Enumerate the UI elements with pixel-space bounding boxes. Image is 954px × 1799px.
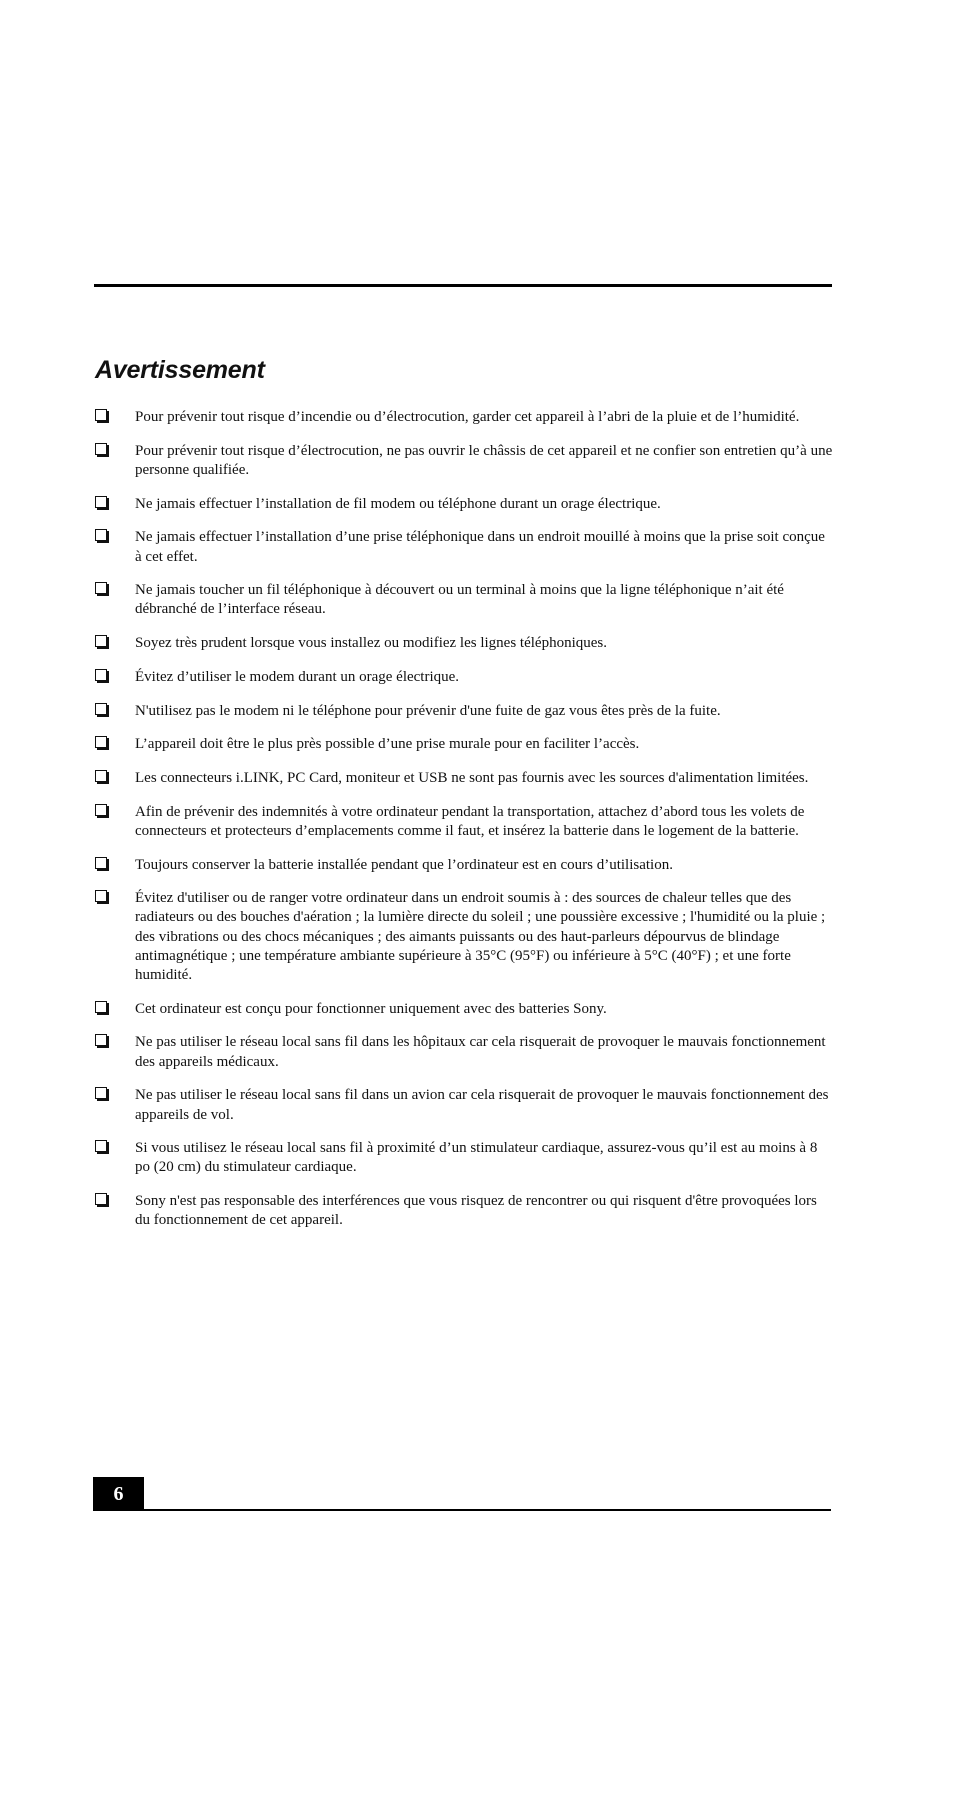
list-item: [94, 856, 834, 875]
checkbox-bullet-icon: [95, 1001, 107, 1013]
list-item-text: Afin de prévenir des indemnités à votre ordinateur pendant la transportation, attachez d’abord tous les volets de connecteurs et protecteurs d’emplacements comme il faut, et insérez la batterie dans le logement de la batterie.: [135, 803, 805, 839]
checkbox-bullet-icon: [95, 857, 107, 869]
checkbox-bullet-icon: [95, 1087, 107, 1099]
list-item-text: Pour prévenir tout risque d’électrocution, ne pas ouvrir le châssis de cet appareil et ne confier son entretien qu’à une personne qualifiée.: [135, 442, 833, 478]
list-item: [94, 495, 834, 514]
checkbox-bullet-icon: [95, 804, 107, 816]
list-item: [94, 1033, 834, 1071]
checkbox-bullet-icon: [95, 669, 107, 681]
list-item: [94, 1000, 834, 1019]
footer-rule: [94, 1509, 831, 1511]
list-item-text: Évitez d’utiliser le modem durant un orage électrique.: [135, 668, 460, 685]
warning-list: [94, 408, 834, 1245]
list-item-text: Ne jamais effectuer l’installation d’une prise téléphonique dans un endroit mouillé à moins que la prise soit conçue à cet effet.: [135, 529, 825, 565]
list-item: [94, 803, 834, 841]
list-item-text: Ne pas utiliser le réseau local sans fil dans un avion car cela risquerait de provoquer le mauvais fonctionnement des appareils de vol.: [135, 1087, 829, 1123]
checkbox-bullet-icon: [95, 890, 107, 902]
list-item-text: Les connecteurs i.LINK, PC Card, moniteur et USB ne sont pas fournis avec les sources d'alimentation limitées.: [135, 769, 809, 786]
list-item: [94, 889, 834, 985]
list-item-text: Cet ordinateur est conçu pour fonctionner uniquement avec des batteries Sony.: [135, 1000, 607, 1017]
list-item-text: L’appareil doit être le plus près possible d’une prise murale pour en faciliter l’accès.: [135, 736, 640, 753]
checkbox-bullet-icon: [95, 703, 107, 715]
page-title: Avertissement: [95, 356, 265, 384]
checkbox-bullet-icon: [95, 1193, 107, 1205]
checkbox-bullet-icon: [95, 496, 107, 508]
checkbox-bullet-icon: [95, 1140, 107, 1152]
checkbox-bullet-icon: [95, 529, 107, 541]
list-item: [94, 634, 834, 653]
list-item-text: N'utilisez pas le modem ni le téléphone pour prévenir d'une fuite de gaz vous êtes près de la fuite.: [135, 702, 721, 719]
list-item: [94, 1139, 834, 1177]
header-rule: [94, 284, 832, 287]
checkbox-bullet-icon: [95, 582, 107, 594]
checkbox-bullet-icon: [95, 635, 107, 647]
checkbox-bullet-icon: [95, 409, 107, 421]
list-item: [94, 1086, 834, 1124]
checkbox-bullet-icon: [95, 1034, 107, 1046]
list-item-text: Évitez d'utiliser ou de ranger votre ordinateur dans un endroit soumis à : des sources de chaleur telles que des radiateurs ou des bouches d'aération ; la lumière directe du soleil ; une poussière excessive ; l'humidité ou la pluie ; des vibrations ou des chocs mécaniques ; des aimants puissants ou des haut-parleurs dépourvus de blindage antimagnétique ; une température ambiante supérieure à 35°C (95°F) ou inférieure à 5°C (40°F) ; et une forte humidité.: [135, 890, 826, 984]
list-item: [94, 442, 834, 480]
list-item-text: Ne jamais toucher un fil téléphonique à découvert ou un terminal à moins que la ligne téléphonique n’ait été débranché de l’interface réseau.: [135, 582, 784, 618]
list-item: [94, 702, 834, 721]
list-item: [94, 668, 834, 687]
checkbox-bullet-icon: [95, 443, 107, 455]
list-item-text: Toujours conserver la batterie installée pendant que l’ordinateur est en cours d’utilisation.: [135, 856, 673, 873]
list-item-text: Pour prévenir tout risque d’incendie ou d’électrocution, garder cet appareil à l’abri de la pluie et de l’humidité.: [135, 409, 800, 425]
list-item-text: Sony n'est pas responsable des interférences que vous risquez de rencontrer ou qui risquent d'être provoquées lors du fonctionnement de cet appareil.: [135, 1193, 817, 1229]
list-item-text: Si vous utilisez le réseau local sans fil à proximité d’un stimulateur cardiaque, assurez-vous qu’il est au moins à 8 po (20 cm) du stimulateur cardiaque.: [135, 1140, 818, 1176]
list-item-text: Ne pas utiliser le réseau local sans fil dans les hôpitaux car cela risquerait de provoquer le mauvais fonctionnement des appareils médicaux.: [135, 1034, 826, 1070]
checkbox-bullet-icon: [95, 770, 107, 782]
list-item: [94, 408, 834, 427]
list-item-text: Ne jamais effectuer l’installation de fil modem ou téléphone durant un orage électrique.: [135, 495, 661, 512]
list-item: [94, 581, 834, 619]
list-item: [94, 769, 834, 788]
list-item: [94, 528, 834, 566]
list-item-text: Soyez très prudent lorsque vous installez ou modifiez les lignes téléphoniques.: [135, 635, 607, 652]
checkbox-bullet-icon: [95, 736, 107, 748]
list-item: [94, 735, 834, 754]
page-number: 6: [93, 1477, 144, 1511]
list-item: [94, 1192, 834, 1230]
